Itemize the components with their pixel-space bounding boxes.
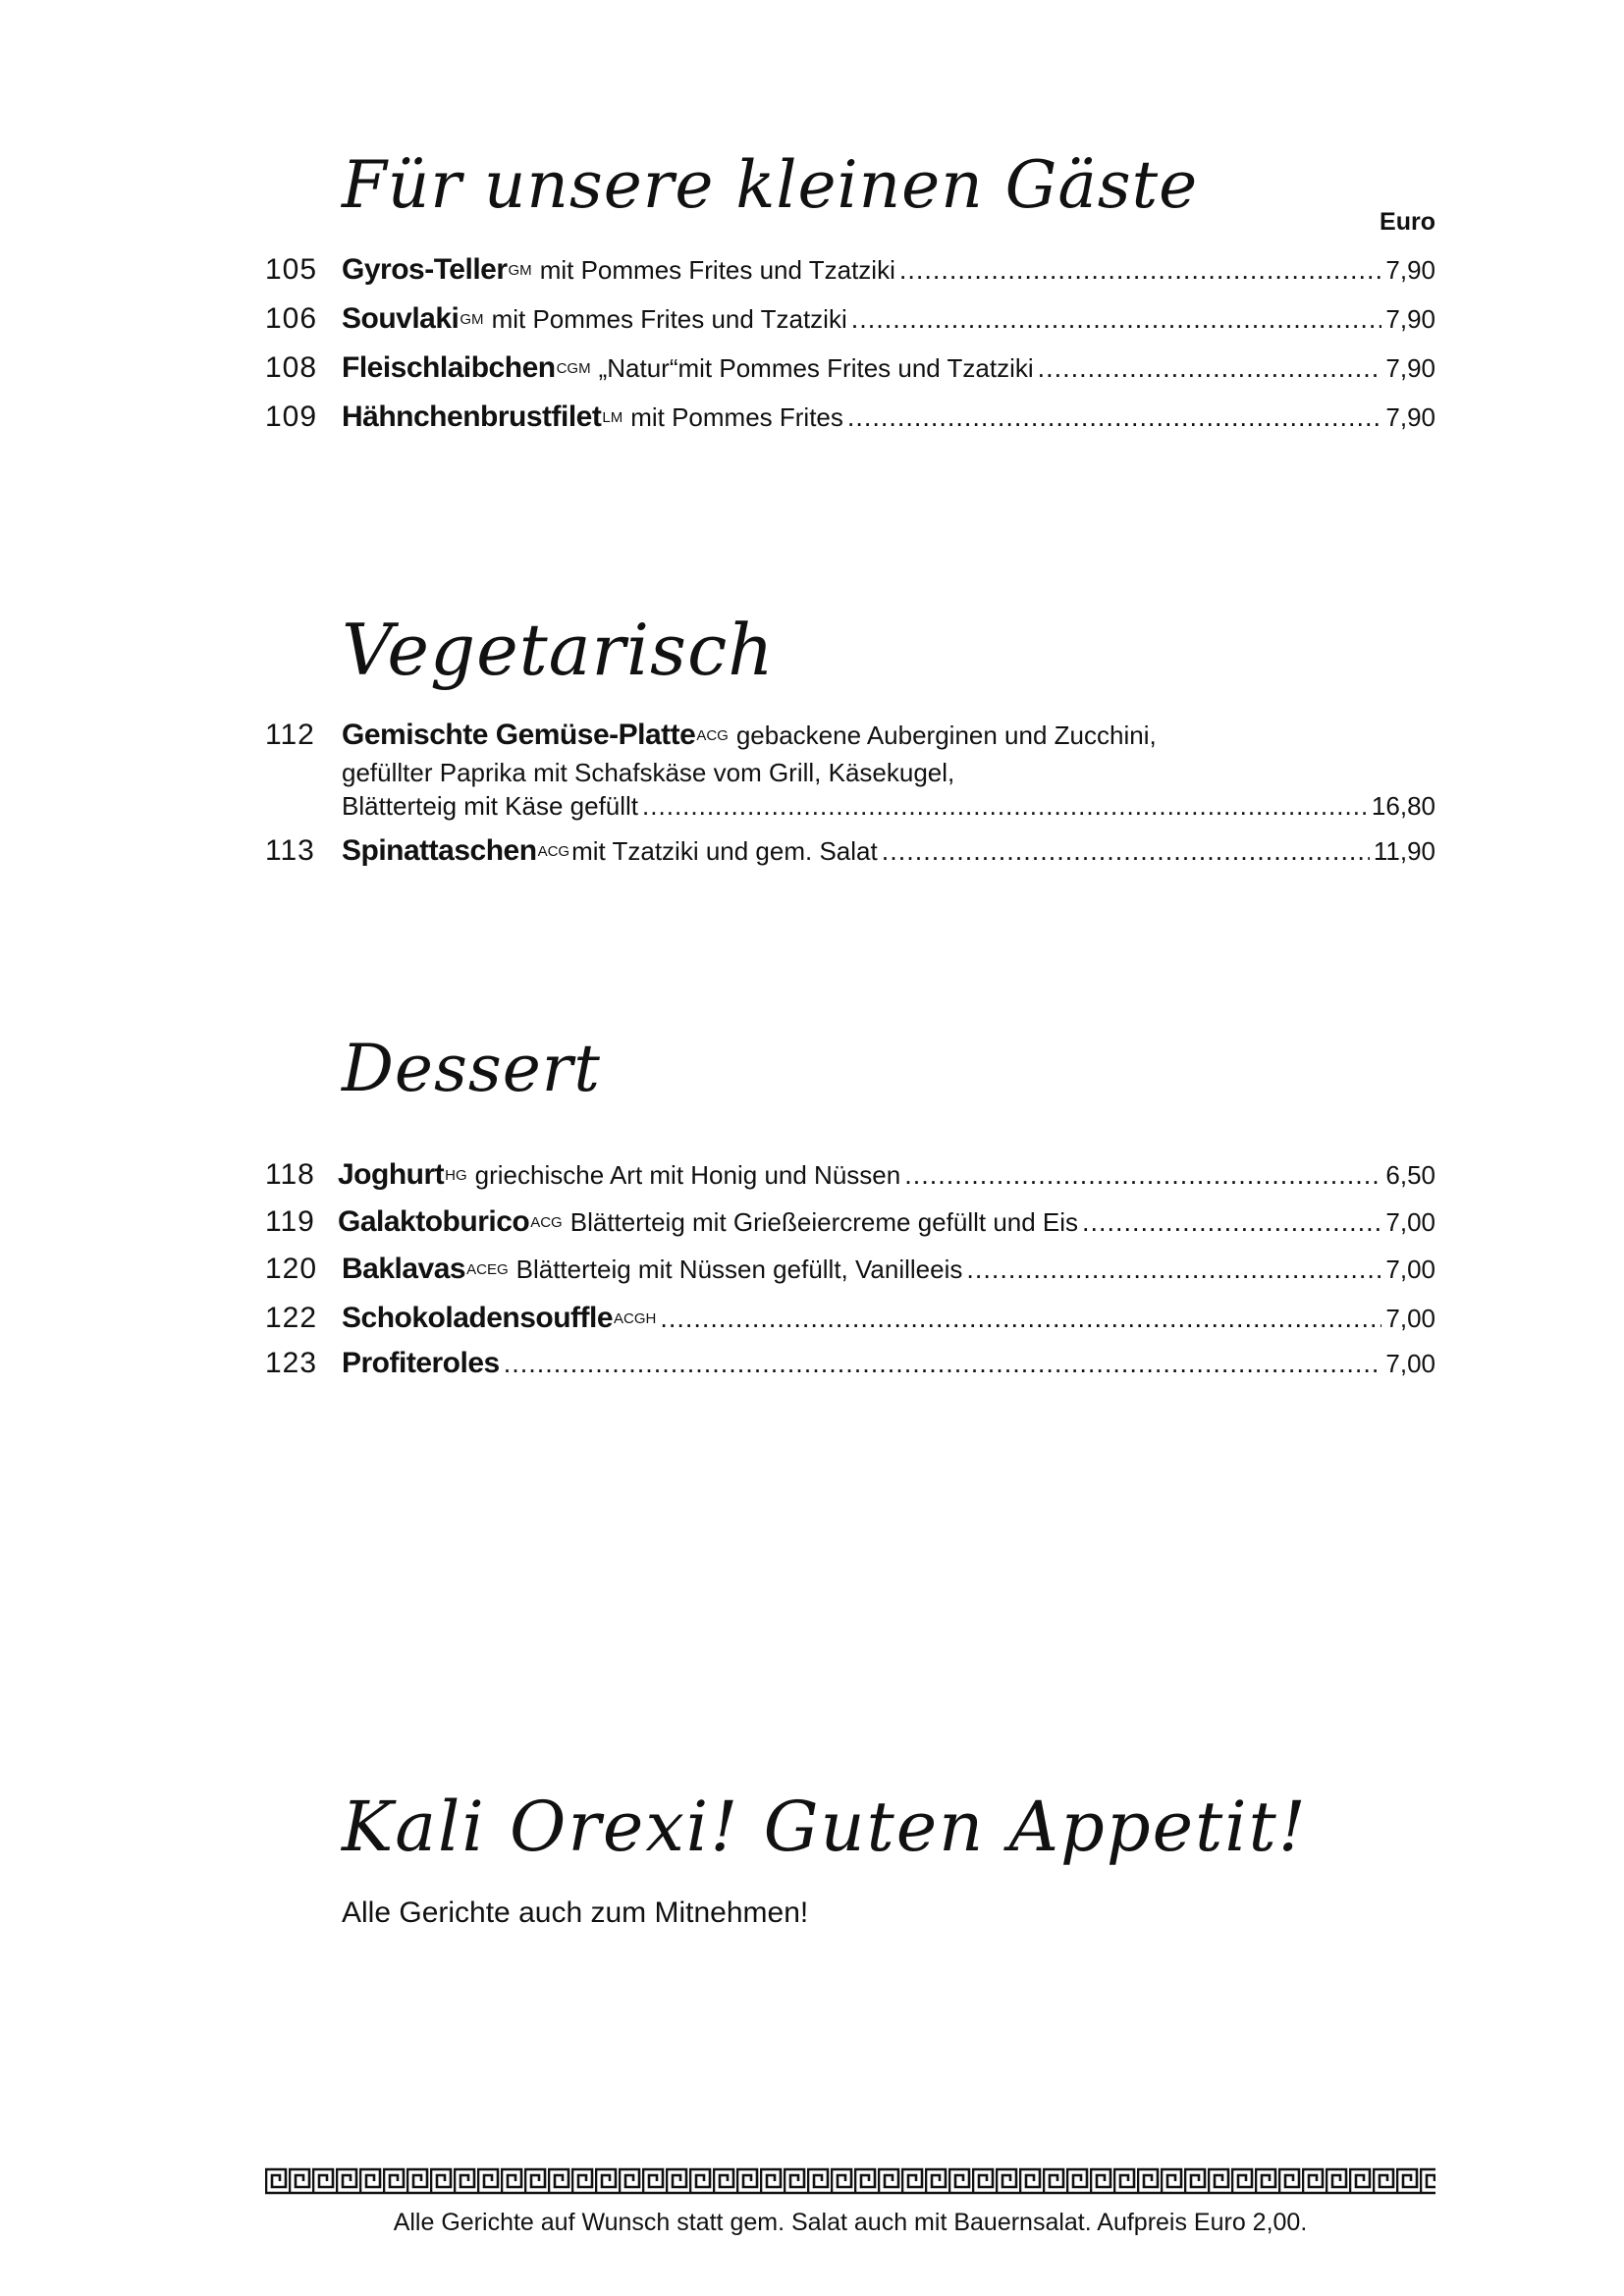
allergen-codes: LM (602, 409, 623, 426)
leader-dots (1082, 1207, 1381, 1238)
leader-dots (904, 1160, 1381, 1191)
item-name: Schokoladensouffle (342, 1302, 614, 1334)
menu-item-113 (265, 834, 1435, 878)
item-description: Blätterteig mit Grießeiercreme gefüllt und Eis (569, 1207, 1079, 1237)
allergen-codes: GM (460, 311, 484, 328)
item-number: 109 (265, 400, 318, 433)
menu-item-105 (265, 253, 1435, 296)
item-description-line-3 (342, 791, 1435, 822)
item-description: gebackene Auberginen und Zucchini, (735, 721, 1157, 750)
item-description: Blätterteig mit Nüssen gefüllt, Vanilleeis (515, 1255, 963, 1284)
item-description: mit Tzatziki und gem. Salat (571, 836, 878, 866)
item-number: 108 (265, 351, 318, 384)
item-number: 113 (265, 834, 315, 867)
section-title-dessert: Dessert (342, 1031, 601, 1106)
allergen-codes: ACG (530, 1214, 563, 1231)
item-price: 7,00 (1385, 1207, 1435, 1237)
item-price: 6,50 (1385, 1160, 1435, 1190)
leader-dots (899, 255, 1382, 286)
item-number: 105 (265, 253, 318, 286)
item-name: Gemischte Gemüse-Platte (342, 719, 696, 751)
item-description: mit Pommes Frites (630, 402, 843, 432)
footer-note: Alle Gerichte auf Wunsch statt gem. Salat auch mit Bauernsalat. Aufpreis Euro 2,00. (393, 2209, 1308, 2236)
item-description: griechische Art mit Honig und Nüssen (474, 1160, 901, 1190)
allergen-codes: GM (508, 262, 532, 279)
item-name: Galaktoburico (338, 1205, 530, 1238)
item-number: 120 (265, 1253, 318, 1285)
item-description: mit Pommes Frites und Tzatziki (539, 255, 895, 285)
allergen-codes: CGM (556, 360, 591, 377)
item-number: 118 (265, 1158, 315, 1191)
leader-dots (966, 1255, 1381, 1285)
leader-dots (1038, 353, 1382, 384)
menu-item-118 (265, 1158, 1435, 1201)
description-text: gefüllter Paprika mit Schafskäse vom Grill, Käsekugel, (342, 758, 955, 787)
menu-item-112 (265, 719, 1435, 762)
item-number: 119 (265, 1205, 315, 1238)
item-description: mit Pommes Frites und Tzatziki (491, 304, 847, 334)
item-number: 112 (265, 719, 315, 751)
menu-item-120 (265, 1253, 1435, 1296)
item-price: 11,90 (1373, 836, 1435, 866)
allergen-codes: ACG (696, 727, 729, 744)
currency-label: Euro (1380, 208, 1435, 236)
menu-item-119 (265, 1205, 1435, 1249)
menu-item-122 (265, 1302, 1435, 1345)
allergen-codes: HG (445, 1167, 467, 1184)
item-price: 16,80 (1371, 791, 1435, 821)
leader-dots (851, 304, 1382, 335)
item-price: 7,00 (1385, 1349, 1435, 1378)
leader-dots (882, 836, 1370, 867)
description-text: Blätterteig mit Käse gefüllt (342, 791, 639, 821)
allergen-codes: ACGH (614, 1310, 657, 1327)
item-price: 7,90 (1385, 304, 1435, 334)
leader-dots (847, 402, 1382, 433)
item-price: 7,00 (1385, 1304, 1435, 1333)
item-name: Hähnchenbrustfilet (342, 400, 602, 433)
closing-greeting: Kali Orexi! Guten Appetit! (342, 1787, 1308, 1867)
leader-dots (660, 1304, 1381, 1334)
section-title-kids: Für unsere kleinen Gäste (342, 147, 1199, 223)
item-price: 7,90 (1385, 353, 1435, 383)
item-price: 7,00 (1385, 1255, 1435, 1284)
menu-item-108 (265, 351, 1435, 395)
menu-item-123 (265, 1347, 1435, 1390)
item-price: 7,90 (1385, 255, 1435, 285)
item-description-line-2 (342, 758, 1435, 788)
leader-dots (642, 791, 1368, 822)
menu-item-106 (265, 302, 1435, 346)
menu-item-109 (265, 400, 1435, 444)
leader-dots (504, 1349, 1382, 1379)
item-name: Joghurt (338, 1158, 445, 1191)
item-description: „Natur“mit Pommes Frites und Tzatziki (598, 353, 1034, 383)
item-number: 123 (265, 1347, 318, 1379)
item-number: 122 (265, 1302, 318, 1334)
allergen-codes: ACEG (466, 1261, 509, 1278)
item-name: Profiteroles (342, 1347, 500, 1379)
allergen-codes: ACG (537, 843, 570, 860)
item-name: Baklavas (342, 1253, 466, 1285)
section-title-vegetarian: Vegetarisch (342, 609, 775, 691)
item-name: Fleischlaibchen (342, 351, 556, 384)
item-name: Souvlaki (342, 302, 460, 335)
item-name: Gyros-Teller (342, 253, 508, 286)
item-name: Spinattaschen (342, 834, 537, 867)
greek-key-border (265, 2167, 1435, 2195)
takeaway-note: Alle Gerichte auch zum Mitnehmen! (342, 1896, 809, 1929)
item-price: 7,90 (1385, 402, 1435, 432)
item-number: 106 (265, 302, 318, 335)
